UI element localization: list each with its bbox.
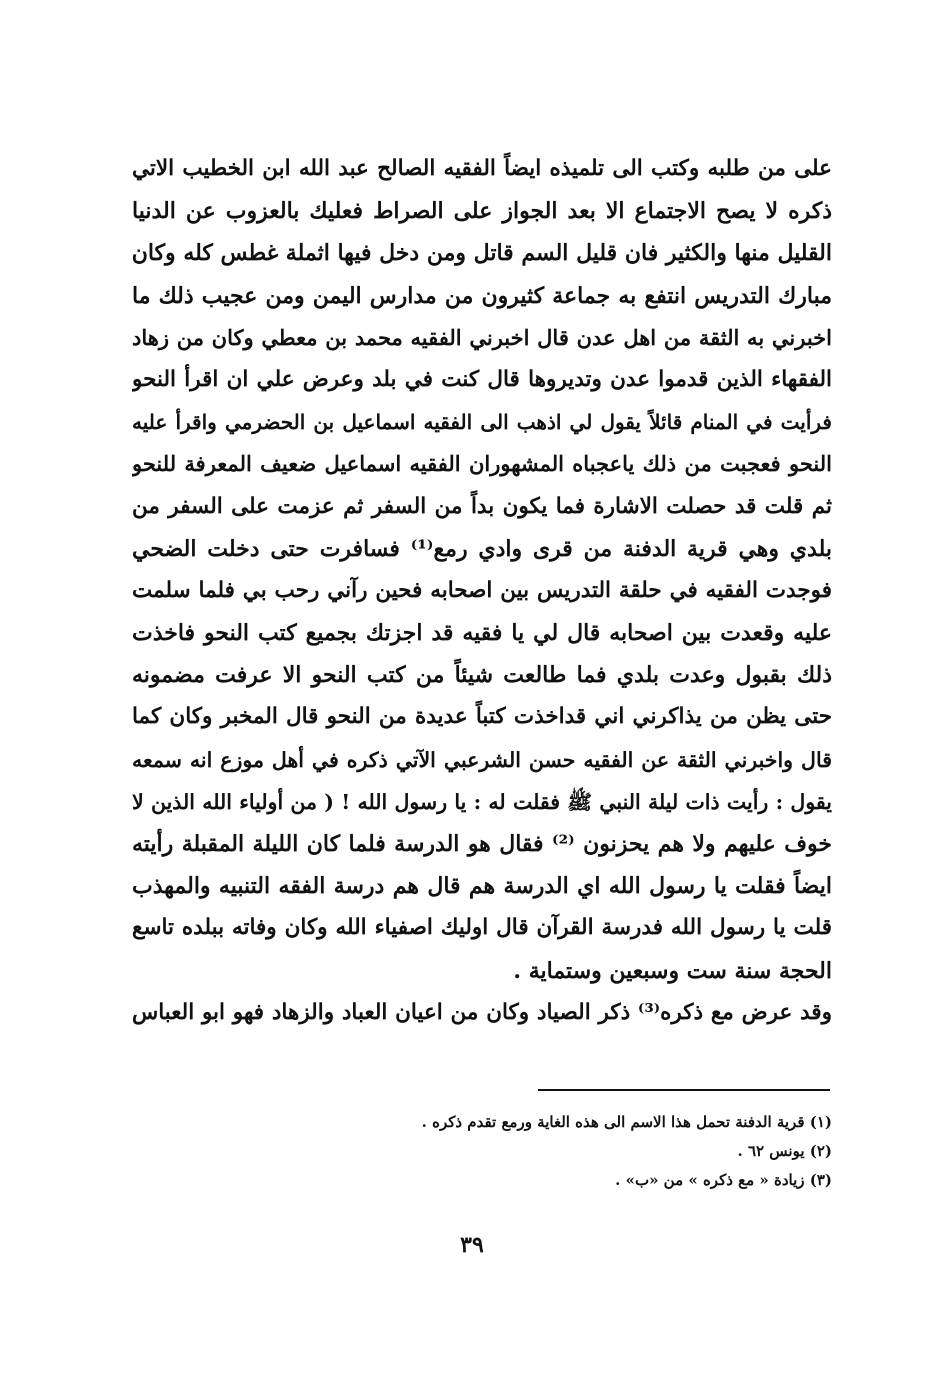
body-line: عليه وقعدت بين اصحابه قال لي يا فقيه قد اجزتك بجميع كتب النحو فاخذت bbox=[132, 620, 832, 647]
body-line: النحو فعجبت من ذلك ياعجباه المشهوران الفقيه اسماعيل ضعيف المعرفة للنحو bbox=[132, 451, 832, 477]
body-line: قال واخبرني الثقة عن الفقيه حسن الشرعبي الآتي ذكره في أهل موزع انه سمعه bbox=[132, 747, 832, 772]
body-line: على من طلبه وكتب الى تلميذه ايضاً الفقيه الصالح عبد الله ابن الخطيب الاتي bbox=[132, 156, 832, 181]
footnote: (٣) زيادة « مع ذكره » من «ب» . bbox=[615, 1171, 832, 1189]
footnote-divider bbox=[538, 1089, 830, 1091]
body-line: ذلك بقبول وعدت بلدي فما طالعت شيئاً من كتب النحو الا عرفت مضمونه bbox=[132, 662, 832, 689]
body-text bbox=[132, 148, 832, 1034]
body-line: ثم قلت قد حصلت الاشارة فما يكون بداً من السفر ثم عزمت على السفر من bbox=[132, 493, 832, 519]
body-line: مبارك التدريس انتفع به جماعة كثيرون من مدارس اليمن ومن عجيب ذلك ما bbox=[132, 282, 832, 309]
body-line: اخبرني به الثقة من اهل عدن قال اخبرني الفقيه محمد بن معطي وكان من زهاد bbox=[132, 324, 832, 350]
body-line: الحجة سنة ست وسبعين وستماية . bbox=[513, 957, 832, 984]
body-line: وقد عرض مع ذكره⁽³⁾ ذكر الصياد وكان من اعيان العباد والزهاد فهو ابو العباس bbox=[132, 999, 832, 1025]
page-number: ٣٩ bbox=[460, 1232, 484, 1258]
body-line: قلت يا رسول الله فدرسة القرآن قال اوليك اصفياء الله وكان وفاته ببلده تاسع bbox=[132, 915, 832, 941]
body-line: فوجدت الفقيه في حلقة التدريس بين اصحابه فحين رآني رحب بي فلما سلمت bbox=[132, 577, 832, 603]
body-line: حتى يظن من يذاكرني اني قداخذت كتباً عديدة من النحو قال المخبر وكان كما bbox=[132, 704, 832, 730]
footnote: (١) قرية الدفنة تحمل هذا الاسم الى هذه الغاية ورمع تقدم ذكره . bbox=[421, 1113, 832, 1131]
body-line: فرأيت في المنام قائلاً يقول لي اذهب الى الفقيه اسماعيل بن الحضرمي واقرأ عليه bbox=[132, 410, 832, 435]
body-line: ايضاً فقلت يا رسول الله اي الدرسة هم قال هم درسة الفقه التنبيه والمهذب bbox=[132, 873, 832, 900]
body-line: القليل منها والكثير فان قليل السم قاتل ومن دخل فيها اثملة غطس كله وكان bbox=[132, 240, 832, 267]
body-line: يقول : رأيت ذات ليلة النبي ﷺ فقلت له : يا رسول الله ! ( من أولياء الله الذين لا bbox=[132, 789, 832, 814]
body-line: بلدي وهي قرية الدفنة من قرى وادي رمع⁽¹⁾ فسافرت حتى دخلت الضحي bbox=[132, 535, 832, 562]
body-line: ذكره لا يصح الاجتماع الا بعد الجواز على الصراط فعليك بالعزوب عن الدنيا bbox=[132, 198, 832, 225]
footnotes bbox=[360, 1108, 832, 1195]
body-line: خوف عليهم ولا هم يحزنون ⁽²⁾ فقال هو الدرسة فلما كان الليلة المقبلة رأيته bbox=[132, 831, 832, 857]
footnote: (٢) يونس ٦٢ . bbox=[737, 1142, 832, 1160]
body-line: الفقهاء الذين قدموا عدن وتديروها قال كنت في بلد وعرض علي ان اقرأ النحو bbox=[132, 366, 832, 392]
